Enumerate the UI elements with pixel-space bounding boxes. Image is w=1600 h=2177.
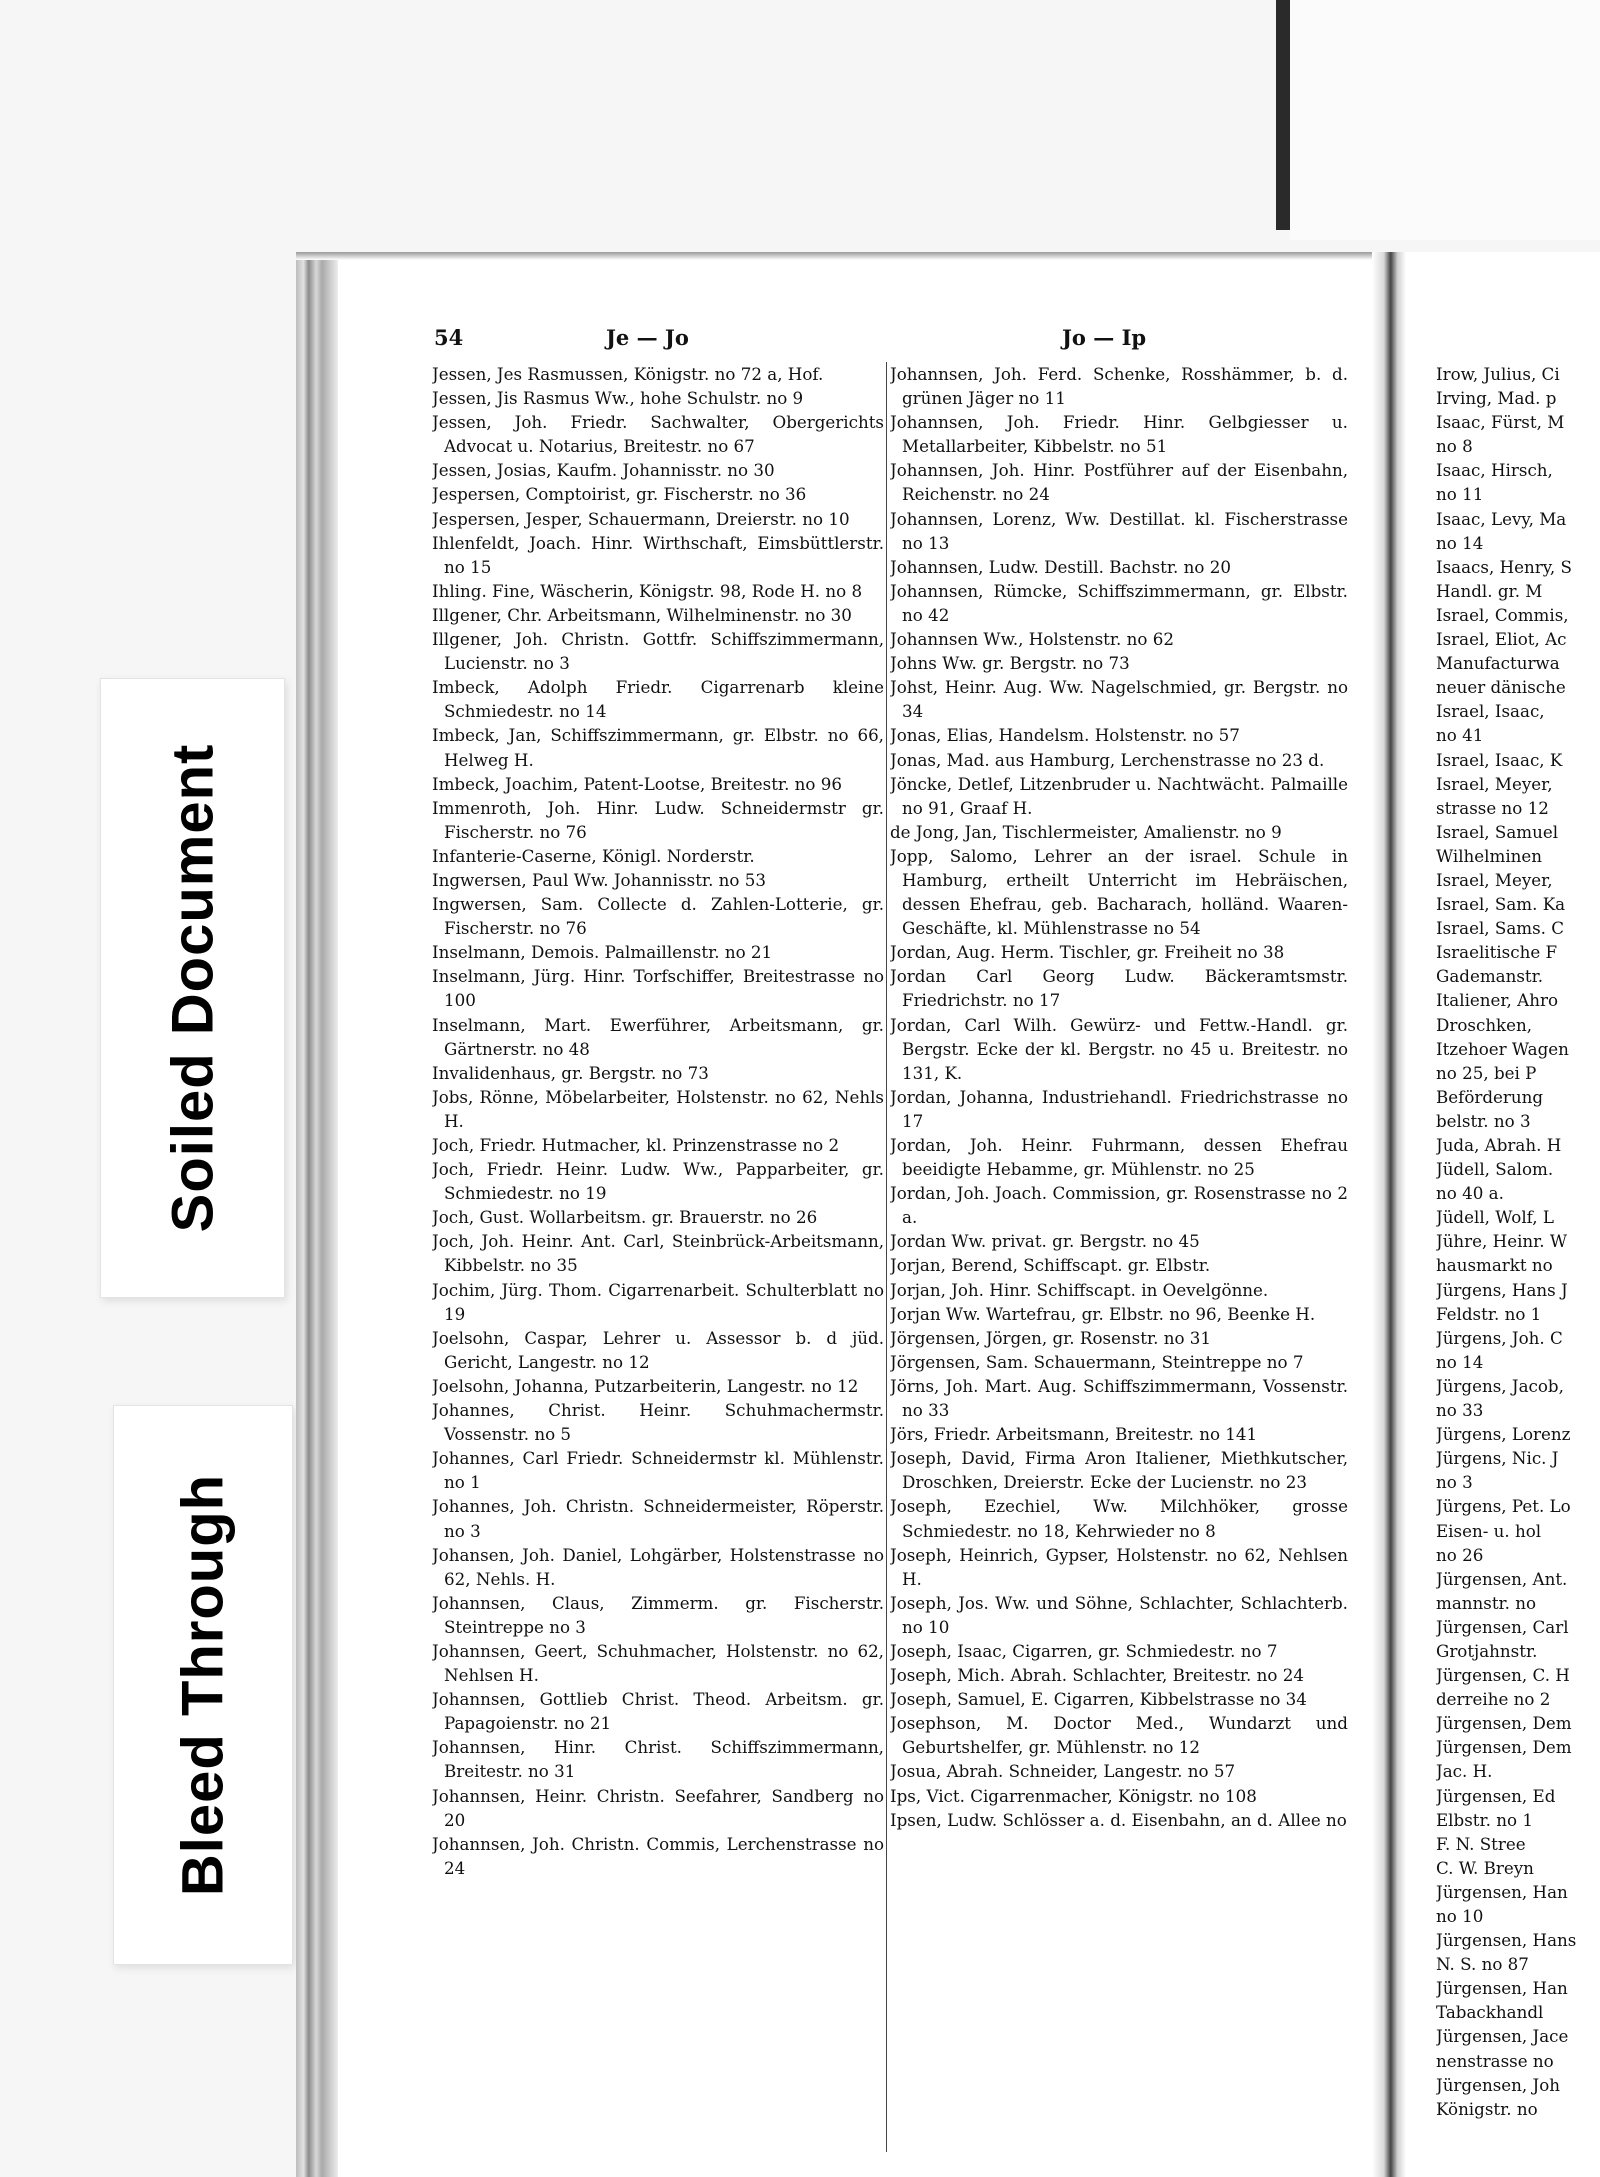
directory-entry: Johns Ww. gr. Bergstr. no 73 — [890, 653, 1130, 674]
directory-entry: no 8 — [1436, 436, 1473, 457]
directory-entry: Johannsen, Rümcke, Schiffszimmermann, gr. Elbstr. no 42 — [890, 580, 1348, 625]
directory-entry: Joseph, Mich. Abrah. Schlachter, Breitestr. no 24 — [890, 1665, 1304, 1686]
directory-entry: Irow, Julius, Ci — [1436, 364, 1560, 384]
directory-entry: Juda, Abrah. H — [1436, 1135, 1562, 1155]
directory-entry: Jordan, Carl Wilh. Gewürz- und Fettw.-Handl. gr. Bergstr. Ecke der kl. Bergstr. no 45 u. Breitestr. no 131, K. — [890, 1014, 1348, 1083]
directory-entry: Jorjan, Berend, Schiffscapt. gr. Elbstr. — [890, 1255, 1211, 1276]
directory-entry: Jörs, Friedr. Arbeitsmann, Breitestr. no 141 — [890, 1424, 1258, 1445]
directory-entry: Jüdell, Salom. — [1436, 1159, 1554, 1180]
directory-entry: Jürgensen, Ant. — [1436, 1568, 1568, 1589]
directory-entry: no 25, bei P — [1436, 1062, 1537, 1083]
directory-entry: Jürgens, Pet. Lo — [1436, 1496, 1571, 1517]
directory-entry: Israel, Isaac, K — [1436, 749, 1563, 770]
directory-entry: Jühre, Heinr. W — [1436, 1231, 1568, 1252]
directory-entry: Imbeck, Jan, Schiffszimmermann, gr. Elbstr. no 66, Helweg H. — [432, 725, 884, 770]
directory-entry: Jochim, Jürg. Thom. Cigarrenarbeit. Schulterblatt no 19 — [432, 1279, 884, 1324]
directory-entry: Feldstr. no 1 — [1436, 1303, 1542, 1324]
directory-entry: Josua, Abrah. Schneider, Langestr. no 57 — [890, 1761, 1236, 1782]
directory-entry: Ingwersen, Sam. Collecte d. Zahlen-Lotterie, gr. Fischerstr. no 76 — [432, 894, 884, 939]
directory-entry: Joch, Friedr. Hutmacher, kl. Prinzenstrasse no 2 — [432, 1135, 840, 1155]
directory-entry: Joseph, Isaac, Cigarren, gr. Schmiedestr. no 7 — [890, 1640, 1278, 1661]
directory-entry: Joseph, Samuel, E. Cigarren, Kibbelstrasse no 34 — [890, 1689, 1307, 1710]
directory-entry: Jürgens, Hans J — [1436, 1279, 1568, 1300]
directory-entry: C. W. Breyn — [1436, 1857, 1534, 1878]
directory-entry: no 40 a. — [1436, 1183, 1504, 1204]
directory-entry: Infanterie-Caserne, Königl. Norderstr. — [432, 845, 755, 866]
directory-entry: Israel, Sams. C — [1436, 918, 1565, 939]
directory-entry: N. S. no 87 — [1436, 1954, 1529, 1975]
directory-entry: Johannsen, Claus, Zimmerm. gr. Fischerstr. Steintreppe no 3 — [432, 1592, 884, 1637]
directory-entry: Jordan, Joh. Heinr. Fuhrmann, dessen Ehefrau beeidigte Hebamme, gr. Mühlenstr. no 25 — [890, 1135, 1348, 1180]
directory-entry: Isaac, Hirsch, — [1436, 460, 1553, 481]
directory-entry: no 11 — [1436, 484, 1484, 505]
directory-entry: Jürgensen, Dem — [1436, 1737, 1572, 1758]
directory-entry: Johst, Heinr. Aug. Ww. Nagelschmied, gr. Bergstr. no 34 — [890, 677, 1348, 722]
directory-entry: Jörgensen, Jörgen, gr. Rosenstr. no 31 — [890, 1327, 1212, 1348]
directory-entry: no 26 — [1436, 1544, 1484, 1565]
directory-entry: Eisen- u. hol — [1436, 1520, 1542, 1541]
directory-entry: Ihlenfeldt, Joach. Hinr. Wirthschaft, Eimsbüttlerstr. no 15 — [432, 532, 884, 577]
directory-entry: Jürgensen, Dem — [1436, 1713, 1572, 1734]
directory-entry: nenstrasse no — [1436, 2050, 1554, 2071]
directory-entry: Jürgens, Jacob, — [1436, 1375, 1564, 1396]
directory-entry: Inselmann, Demois. Palmaillenstr. no 21 — [432, 942, 773, 963]
right-running-head: Jo — Ip — [1062, 325, 1147, 350]
directory-entry: Israel, Commis, — [1436, 604, 1569, 625]
directory-entry: Josephson, M. Doctor Med., Wundarzt und Geburtshelfer, gr. Mühlenstr. no 12 — [890, 1713, 1348, 1758]
directory-entry: Invalidenhaus, gr. Bergstr. no 73 — [432, 1062, 709, 1083]
directory-entry: Joseph, David, Firma Aron Italiener, Miethkutscher, Droschken, Dreierstr. Ecke der Lucienstr. no 23 — [890, 1448, 1348, 1493]
directory-entry: Jürgensen, Ed — [1436, 1785, 1556, 1806]
directory-entry: Johannsen, Ludw. Destill. Bachstr. no 20 — [890, 556, 1231, 577]
directory-entry: Königstr. no — [1436, 2098, 1538, 2119]
page-number: 54 — [434, 325, 464, 350]
directory-entry: Jobs, Rönne, Möbelarbeiter, Holstenstr. no 62, Nehls H. — [432, 1086, 884, 1131]
directory-entry: Johannsen, Joh. Ferd. Schenke, Rosshämmer, b. d. grünen Jäger no 11 — [890, 364, 1348, 409]
directory-entry: Jürgensen, Carl — [1436, 1616, 1569, 1637]
directory-entry: hausmarkt no — [1436, 1255, 1553, 1276]
directory-entry: Jörns, Joh. Mart. Aug. Schiffszimmermann, Vossenstr. no 33 — [890, 1375, 1348, 1421]
directory-entry: Imbeck, Adolph Friedr. Cigarrenarb kleine Schmiedestr. no 14 — [432, 677, 884, 722]
directory-entry: Handl. gr. M — [1436, 580, 1543, 601]
directory-entry: derreihe no 2 — [1436, 1689, 1551, 1710]
directory-entry: neuer dänische — [1436, 677, 1566, 698]
directory-entry: Inselmann, Mart. Ewerführer, Arbeitsmann, gr. Gärtnerstr. no 48 — [432, 1014, 884, 1059]
directory-entry: Joelsohn, Caspar, Lehrer u. Assessor b. d jüd. Gericht, Langestr. no 12 — [432, 1327, 884, 1372]
directory-entry: Jürgensen, Han — [1436, 1881, 1568, 1902]
directory-entry: Jürgens, Nic. J — [1436, 1448, 1559, 1469]
directory-entry: Jespersen, Comptoirist, gr. Fischerstr. no 36 — [432, 484, 807, 505]
directory-entry: Jüdell, Wolf, L — [1436, 1207, 1554, 1228]
directory-entry: Israel, Meyer, — [1436, 773, 1553, 794]
directory-entry: Ihling. Fine, Wäscherin, Königstr. 98, Rode H. no 8 — [432, 580, 863, 601]
directory-entry: Johannes, Carl Friedr. Schneidermstr kl. Mühlenstr. no 1 — [432, 1448, 884, 1493]
directory-entry: Beförderung — [1436, 1086, 1544, 1107]
directory-entry: Imbeck, Joachim, Patent-Lootse, Breitestr. no 96 — [432, 773, 843, 794]
directory-entry: Johannsen, Joh. Friedr. Hinr. Gelbgiesser u. Metallarbeiter, Kibbelstr. no 51 — [890, 412, 1348, 457]
directory-entry: Jörgensen, Sam. Schauermann, Steintreppe no 7 — [890, 1351, 1304, 1372]
directory-entry: Jürgensen, Hans — [1436, 1930, 1577, 1951]
left-running-head: Je — Jo — [606, 325, 689, 350]
directory-entry: Isaacs, Henry, S — [1436, 556, 1572, 577]
directory-entry: Jürgensen, Jace — [1436, 2026, 1569, 2047]
directory-entry: Johannes, Joh. Christn. Schneidermeister, Röperstr. no 3 — [432, 1496, 884, 1541]
directory-entry: Johannes, Christ. Heinr. Schuhmachermstr. Vossenstr. no 5 — [432, 1400, 884, 1445]
directory-entry: Johansen, Joh. Daniel, Lohgärber, Holstenstrasse no 62, Nehls. H. — [432, 1544, 884, 1589]
directory-entry: Manufacturwa — [1436, 653, 1560, 674]
directory-entry: Jordan Ww. privat. gr. Bergstr. no 45 — [890, 1231, 1200, 1252]
middle-column — [890, 362, 1348, 2152]
directory-entry: Israel, Samuel — [1436, 821, 1559, 842]
directory-entry: Jordan, Johanna, Industriehandl. Friedrichstrasse no 17 — [890, 1086, 1348, 1131]
directory-entry: Israel, Meyer, — [1436, 869, 1553, 890]
book-top-shadow — [296, 252, 1386, 260]
directory-entry: Jopp, Salomo, Lehrer an der israel. Schule in Hamburg, ertheilt Unterricht im Hebräischen, dessen Ehefrau, geb. Bacharach, holländ. Waaren-Geschäfte, kl. Mühlenstrasse no 54 — [890, 845, 1348, 939]
directory-entry: Jac. H. — [1436, 1761, 1493, 1782]
directory-entry: Israelitische F — [1436, 942, 1558, 963]
directory-entry: Jorjan, Joh. Hinr. Schiffscapt. in Oevelgönne. — [890, 1279, 1269, 1300]
directory-entry: Jordan Carl Georg Ludw. Bäckeramtsmstr. Friedrichstr. no 17 — [890, 966, 1348, 1011]
directory-entry: Jonas, Elias, Handelsm. Holstenstr. no 57 — [890, 725, 1240, 746]
directory-entry: Isaac, Fürst, M — [1436, 412, 1565, 433]
directory-entry: belstr. no 3 — [1436, 1110, 1531, 1131]
directory-entry: Isaac, Levy, Ma — [1436, 508, 1567, 529]
directory-entry: Joseph, Heinrich, Gypser, Holstenstr. no 62, Nehlsen H. — [890, 1544, 1348, 1589]
directory-entry: Gademanstr. — [1436, 966, 1544, 987]
directory-entry: Jessen, Jes Rasmussen, Königstr. no 72 a, Hof. — [432, 364, 824, 384]
book-page-edges — [296, 252, 338, 2177]
directory-entry: Johannsen Ww., Holstenstr. no 62 — [890, 629, 1174, 650]
directory-entry: no 41 — [1436, 725, 1484, 746]
directory-entry: Johannsen, Geert, Schuhmacher, Holstenstr. no 62, Nehlsen H. — [432, 1640, 884, 1686]
directory-entry: Jürgensen, Han — [1436, 1978, 1568, 1999]
directory-entry: Itzehoer Wagen — [1436, 1038, 1569, 1059]
directory-entry: Jürgensen, C. H — [1436, 1665, 1570, 1686]
bleed-through-tab — [113, 1405, 293, 1965]
directory-entry: Jöncke, Detlef, Litzenbruder u. Nachtwächt. Palmaille no 91, Graaf H. — [890, 773, 1348, 818]
directory-entry: Jessen, Jis Rasmus Ww., hohe Schulstr. no 9 — [432, 388, 804, 409]
column-divider — [886, 362, 887, 2152]
bleed-through-label: Bleed Through — [170, 1473, 236, 1897]
directory-entry: Wilhelminen — [1436, 845, 1543, 866]
directory-entry: Grotjahnstr. — [1436, 1640, 1538, 1661]
directory-entry: Inselmann, Jürg. Hinr. Torfschiffer, Breitestrasse no 100 — [432, 966, 884, 1011]
backing-strip — [1276, 0, 1290, 230]
directory-entry: Joch, Friedr. Heinr. Ludw. Ww., Papparbeiter, gr. Schmiedestr. no 19 — [432, 1159, 884, 1204]
directory-entry: Jürgensen, Joh — [1436, 2074, 1560, 2095]
directory-entry: Irving, Mad. p — [1436, 388, 1557, 409]
directory-entry: no 33 — [1436, 1400, 1484, 1421]
directory-entry: Illgener, Joh. Christn. Gottfr. Schiffszimmermann, Lucienstr. no 3 — [432, 629, 884, 674]
directory-entry: Italiener, Ahro — [1436, 990, 1558, 1011]
directory-entry: Ips, Vict. Cigarrenmacher, Königstr. no 108 — [890, 1785, 1257, 1806]
directory-entry: no 3 — [1436, 1472, 1473, 1493]
directory-entry: no 14 — [1436, 1351, 1484, 1372]
directory-entry: de Jong, Jan, Tischlermeister, Amalienstr. no 9 — [890, 821, 1282, 842]
directory-entry: Jürgens, Joh. C — [1436, 1327, 1563, 1348]
directory-entry: Johannsen, Lorenz, Ww. Destillat. kl. Fischerstrasse no 13 — [890, 508, 1348, 553]
directory-entry: no 14 — [1436, 532, 1484, 553]
directory-entry: Joch, Gust. Wollarbeitsm. gr. Brauerstr. no 26 — [432, 1207, 818, 1228]
directory-entry: Joch, Joh. Heinr. Ant. Carl, Steinbrück-Arbeitsmann, Kibbelstr. no 35 — [432, 1231, 884, 1276]
directory-entry: Immenroth, Joh. Hinr. Ludw. Schneidermstr gr. Fischerstr. no 76 — [432, 797, 884, 842]
directory-entry: Johannsen, Gottlieb Christ. Theod. Arbeitsm. gr. Papagoienstr. no 21 — [432, 1689, 884, 1734]
directory-entry: Jordan, Joh. Joach. Commission, gr. Rosenstrasse no 2 a. — [890, 1183, 1348, 1228]
directory-entry: Jorjan Ww. Wartefrau, gr. Elbstr. no 96, Beenke H. — [890, 1303, 1316, 1324]
directory-entry: Joseph, Ezechiel, Ww. Milchhöker, grosse Schmiedestr. no 18, Kehrwieder no 8 — [890, 1496, 1348, 1541]
right-column-cropped — [1436, 362, 1600, 2152]
left-column — [432, 362, 884, 2152]
directory-entry: Israel, Sam. Ka — [1436, 894, 1566, 915]
directory-entry: Jessen, Josias, Kaufm. Johannisstr. no 30 — [432, 460, 775, 481]
directory-entry: Joseph, Jos. Ww. und Söhne, Schlachter, Schlachterb. no 10 — [890, 1592, 1348, 1637]
background-paper — [1290, 0, 1600, 240]
directory-entry: no 10 — [1436, 1906, 1484, 1926]
directory-entry: Israel, Eliot, Ac — [1436, 629, 1567, 650]
directory-entry: Jessen, Joh. Friedr. Sachwalter, Obergerichts Advocat u. Notarius, Breitestr. no 67 — [432, 412, 884, 457]
directory-entry: Tabackhandl — [1436, 2002, 1544, 2023]
directory-entry: Israel, Isaac, — [1436, 701, 1545, 722]
directory-entry: Illgener, Chr. Arbeitsmann, Wilhelminenstr. no 30 — [432, 604, 852, 625]
directory-entry: Jonas, Mad. aus Hamburg, Lerchenstrasse no 23 d. — [890, 749, 1325, 770]
soiled-document-label: Soiled Document — [160, 743, 225, 1233]
directory-entry: Johannsen, Joh. Hinr. Postführer auf der Eisenbahn, Reichenstr. no 24 — [890, 460, 1348, 505]
directory-entry: Elbstr. no 1 — [1436, 1809, 1533, 1830]
directory-entry: strasse no 12 — [1436, 797, 1549, 818]
directory-entry: Ipsen, Ludw. Schlösser a. d. Eisenbahn, an d. Allee no — [890, 1809, 1347, 1830]
directory-entry: Jordan, Aug. Herm. Tischler, gr. Freiheit no 38 — [890, 942, 1285, 963]
directory-entry: Joelsohn, Johanna, Putzarbeiterin, Langestr. no 12 — [432, 1375, 859, 1396]
directory-entry: Johannsen, Heinr. Christn. Seefahrer, Sandberg no 20 — [432, 1785, 884, 1830]
directory-entry: Ingwersen, Paul Ww. Johannisstr. no 53 — [432, 869, 767, 890]
directory-entry: F. N. Stree — [1436, 1833, 1526, 1854]
soiled-document-tab — [100, 678, 285, 1298]
directory-entry: Jespersen, Jesper, Schauermann, Dreierstr. no 10 — [432, 508, 850, 529]
directory-entry: Droschken, — [1436, 1014, 1533, 1035]
directory-entry: Jürgens, Lorenz — [1436, 1424, 1571, 1445]
directory-entry: Johannsen, Joh. Christn. Commis, Lerchenstrasse no 24 — [432, 1833, 884, 1878]
book-gutter — [1372, 252, 1406, 2177]
directory-entry: mannstr. no — [1436, 1592, 1537, 1613]
directory-entry: Johannsen, Hinr. Christ. Schiffszimmermann, Breitestr. no 31 — [432, 1737, 884, 1782]
